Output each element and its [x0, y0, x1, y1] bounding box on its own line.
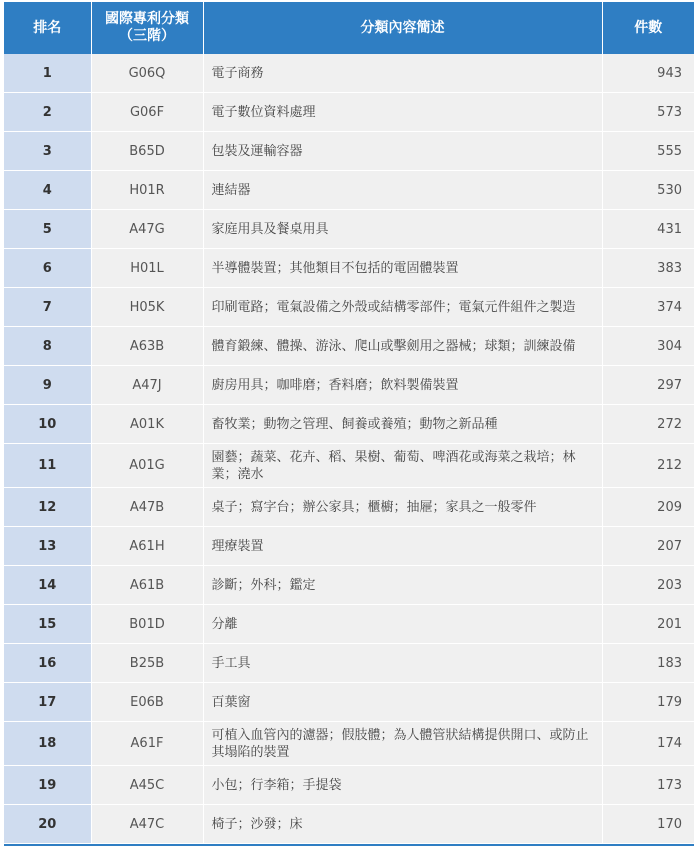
ipc-code-cell: H05K	[91, 288, 203, 327]
count-cell: 183	[602, 644, 694, 683]
rank-cell: 10	[4, 405, 91, 444]
table-row	[4, 527, 694, 566]
description-cell: 電子商務	[203, 54, 602, 93]
rank-cell: 20	[4, 805, 91, 844]
ipc-code-cell: A47C	[91, 805, 203, 844]
ipc-code-cell: E06B	[91, 683, 203, 722]
rank-cell: 3	[4, 132, 91, 171]
ipc-code-cell: A01K	[91, 405, 203, 444]
table-row	[4, 405, 694, 444]
table-row	[4, 766, 694, 805]
rank-cell: 12	[4, 488, 91, 527]
table-row	[4, 54, 694, 93]
rank-cell: 17	[4, 683, 91, 722]
table-bottom-rule	[4, 844, 694, 846]
description-cell: 理療裝置	[203, 527, 602, 566]
count-cell: 201	[602, 605, 694, 644]
rank-cell: 9	[4, 366, 91, 405]
count-cell: 431	[602, 210, 694, 249]
description-cell: 連結器	[203, 171, 602, 210]
rank-cell: 19	[4, 766, 91, 805]
count-cell: 179	[602, 683, 694, 722]
ipc-code-cell: G06F	[91, 93, 203, 132]
count-cell: 173	[602, 766, 694, 805]
count-cell: 297	[602, 366, 694, 405]
count-cell: 943	[602, 54, 694, 93]
table-row	[4, 327, 694, 366]
table-row	[4, 805, 694, 844]
table-row	[4, 488, 694, 527]
count-cell: 170	[602, 805, 694, 844]
rank-cell: 7	[4, 288, 91, 327]
rank-cell: 18	[4, 722, 91, 766]
count-cell: 555	[602, 132, 694, 171]
description-cell: 桌子；寫字台；辦公家具；櫃櫥；抽屜；家具之一般零件	[203, 488, 602, 527]
ipc-code-cell: A61H	[91, 527, 203, 566]
header-description: 分類內容簡述	[203, 2, 602, 54]
ipc-ranking-table	[4, 2, 694, 844]
count-cell: 272	[602, 405, 694, 444]
description-cell: 半導體裝置；其他類目不包括的電固體裝置	[203, 249, 602, 288]
rank-cell: 13	[4, 527, 91, 566]
description-cell: 可植入血管內的濾器；假肢體；為人體管狀結構提供開口、或防止其塌陷的裝置	[203, 722, 602, 766]
table-row	[4, 566, 694, 605]
rank-cell: 14	[4, 566, 91, 605]
description-cell: 園藝；蔬菜、花卉、稻、果樹、葡萄、啤酒花或海菜之栽培；林業；澆水	[203, 444, 602, 488]
count-cell: 383	[602, 249, 694, 288]
ipc-code-cell: H01R	[91, 171, 203, 210]
table-row	[4, 722, 694, 766]
description-cell: 畜牧業；動物之管理、飼養或養殖；動物之新品種	[203, 405, 602, 444]
description-cell: 分離	[203, 605, 602, 644]
table-row	[4, 444, 694, 488]
ipc-ranking-table-container	[4, 2, 694, 844]
ipc-code-cell: B01D	[91, 605, 203, 644]
count-cell: 212	[602, 444, 694, 488]
ipc-code-cell: A63B	[91, 327, 203, 366]
table-row	[4, 249, 694, 288]
ipc-code-cell: G06Q	[91, 54, 203, 93]
table-row	[4, 93, 694, 132]
count-cell: 209	[602, 488, 694, 527]
ipc-code-cell: B25B	[91, 644, 203, 683]
count-cell: 207	[602, 527, 694, 566]
table-row	[4, 605, 694, 644]
description-cell: 小包；行李箱；手提袋	[203, 766, 602, 805]
table-row	[4, 288, 694, 327]
description-cell: 椅子；沙發；床	[203, 805, 602, 844]
count-cell: 573	[602, 93, 694, 132]
description-cell: 百葉窗	[203, 683, 602, 722]
table-header-row	[4, 2, 694, 54]
description-cell: 廚房用具；咖啡磨；香料磨；飲料製備裝置	[203, 366, 602, 405]
description-cell: 體育鍛練、體操、游泳、爬山或擊劍用之器械；球類；訓練設備	[203, 327, 602, 366]
table-row	[4, 366, 694, 405]
count-cell: 374	[602, 288, 694, 327]
rank-cell: 16	[4, 644, 91, 683]
header-ipc	[91, 2, 203, 54]
description-cell: 手工具	[203, 644, 602, 683]
table-row	[4, 171, 694, 210]
description-cell: 電子數位資料處理	[203, 93, 602, 132]
rank-cell: 6	[4, 249, 91, 288]
table-row	[4, 644, 694, 683]
header-count: 件數	[602, 2, 694, 54]
ipc-code-cell: A61B	[91, 566, 203, 605]
rank-cell: 4	[4, 171, 91, 210]
rank-cell: 15	[4, 605, 91, 644]
table-row	[4, 210, 694, 249]
header-ipc-line2: （三階）	[119, 28, 175, 44]
ipc-code-cell: A47G	[91, 210, 203, 249]
rank-cell: 8	[4, 327, 91, 366]
header-ipc-line1: 國際專利分類	[105, 11, 189, 27]
description-cell: 家庭用具及餐桌用具	[203, 210, 602, 249]
ipc-code-cell: A45C	[91, 766, 203, 805]
table-row	[4, 132, 694, 171]
ipc-code-cell: A01G	[91, 444, 203, 488]
header-rank: 排名	[4, 2, 91, 54]
rank-cell: 2	[4, 93, 91, 132]
ipc-code-cell: H01L	[91, 249, 203, 288]
count-cell: 174	[602, 722, 694, 766]
description-cell: 診斷；外科；鑑定	[203, 566, 602, 605]
count-cell: 530	[602, 171, 694, 210]
ipc-code-cell: B65D	[91, 132, 203, 171]
table-row	[4, 683, 694, 722]
count-cell: 203	[602, 566, 694, 605]
description-cell: 印刷電路；電氣設備之外殼或結構零部件；電氣元件組件之製造	[203, 288, 602, 327]
count-cell: 304	[602, 327, 694, 366]
ipc-code-cell: A61F	[91, 722, 203, 766]
rank-cell: 11	[4, 444, 91, 488]
description-cell: 包裝及運輸容器	[203, 132, 602, 171]
rank-cell: 1	[4, 54, 91, 93]
rank-cell: 5	[4, 210, 91, 249]
ipc-code-cell: A47J	[91, 366, 203, 405]
ipc-code-cell: A47B	[91, 488, 203, 527]
